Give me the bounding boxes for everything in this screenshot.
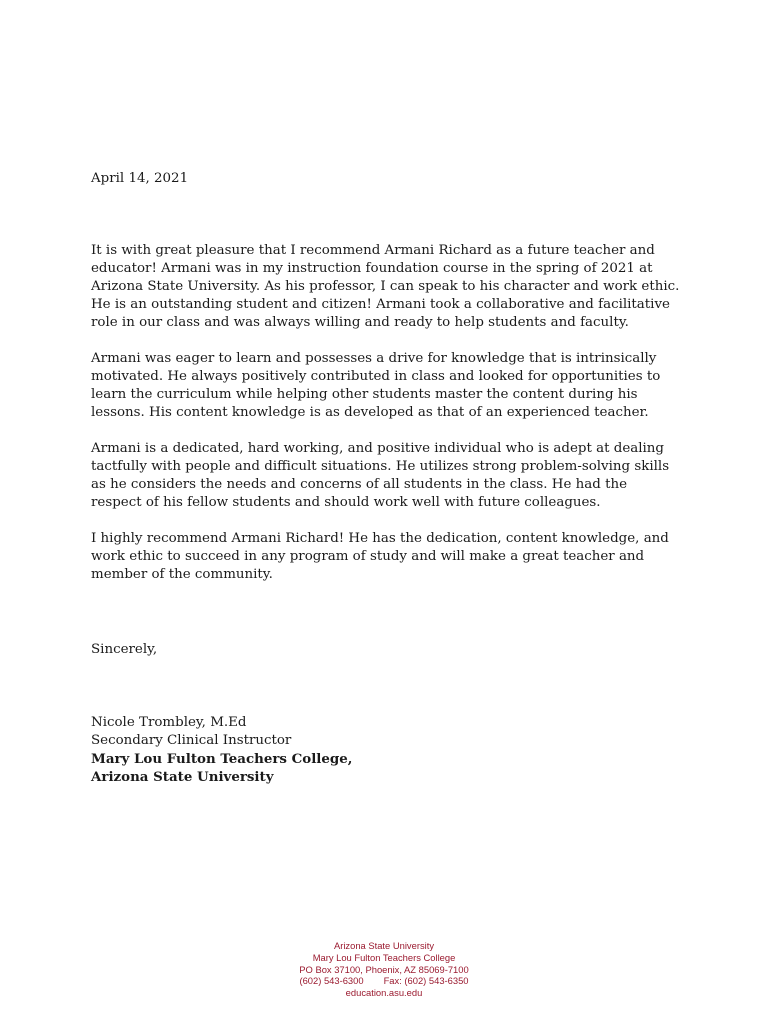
footer-address: PO Box 37100, Phoenix, AZ 85069-7100 — [299, 963, 469, 975]
signer-name: Nicole Trombley, M.Ed — [91, 715, 247, 730]
signer-college: Mary Lou Fulton Teachers College, — [91, 751, 353, 767]
paragraph-4: I highly recommend Armani Richard! He has the dedication, content knowledge, and work ethic to succeed in any program of study and will make a great teacher and member of the community. — [91, 531, 669, 582]
footer-fax: Fax: (602) 543-6350 — [383, 975, 469, 987]
paragraph-3: Armani is a dedicated, hard working, and positive individual who is adept at dealing tactfully with people and difficult situations. He utilizes strong problem-solving skills as he considers the needs and concerns of all students in the class. He had the respect of his fellow students and should work well with future colleagues. — [91, 441, 670, 510]
footer-phone-line — [0, 975, 768, 987]
paragraph-2: Armani was eager to learn and possesses a drive for knowledge that is intrinsically motivated. He always positively contributed in class and looked for opportunities to learn the curriculum while helping other students master the content during his lessons. His content knowledge is as developed as that of an experienced teacher. — [91, 351, 661, 420]
footer-university: Arizona State University — [333, 940, 435, 951]
letter-body — [91, 242, 681, 602]
letterhead-footer — [0, 940, 768, 999]
signer-title: Secondary Clinical Instructor — [91, 733, 292, 748]
letter-date: April 14, 2021 — [91, 171, 189, 186]
footer-phone: (602) 543-6300 — [299, 975, 364, 987]
paragraph-1: It is with great pleasure that I recommend Armani Richard as a future teacher and educator! Armani was in my instruction foundation course in the spring of 2021 at Arizona State University. As his professor, I can speak to his character and work ethic. He is an outstanding student and citizen! Armani took a collaborative and facilitative role in our class and was always willing and ready to help students and faculty. — [91, 243, 680, 330]
signer-university: Arizona State University — [91, 769, 274, 785]
footer-website: education.asu.edu — [345, 987, 423, 999]
letter-closing: Sincerely, — [91, 642, 158, 657]
signature-block — [91, 714, 352, 786]
footer-college: Mary Lou Fulton Teachers College — [312, 951, 456, 963]
